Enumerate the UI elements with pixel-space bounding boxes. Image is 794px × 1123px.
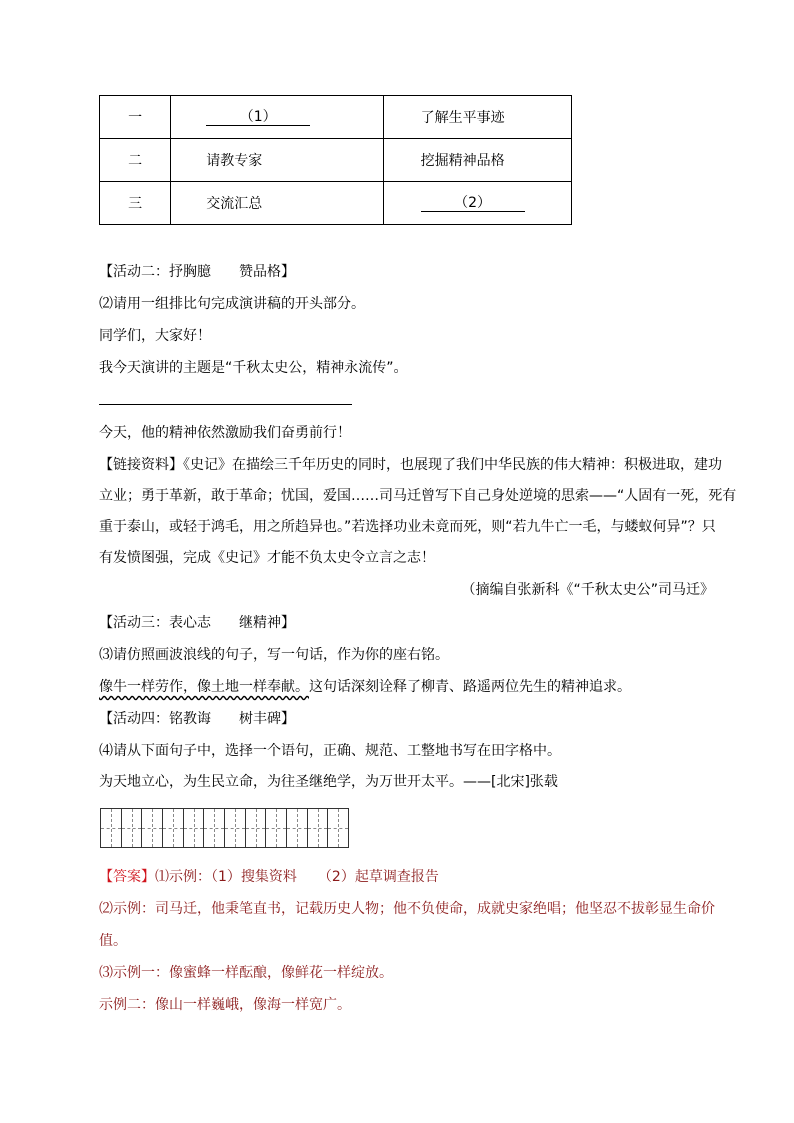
activity-cell: 请教专家: [171, 139, 383, 182]
quote-text: 为天地立心，为生民立命，为往圣继绝学，为万世开太平。——[北宋]张载: [99, 774, 558, 790]
answer-3-example-2: 示例二：像山一样巍峨，像海一样宽广。: [99, 997, 351, 1013]
activity2-heading: 【活动二：抒胸臆 赞品格】: [99, 264, 295, 280]
answer-2-line-1: ⑵示例：司马迁，他秉笔直书，记载历史人物；他不负使命，成就史家绝唱；他坚忍不拔彰显生命价: [99, 901, 715, 917]
table-row: [100, 182, 572, 225]
grid-cell: [287, 809, 308, 847]
link-source: （摘编自张新科《“千秋太史公”司马迁》: [461, 582, 714, 598]
table-row: [100, 96, 572, 139]
grid-cell: [308, 809, 329, 847]
table-row: [100, 139, 572, 182]
link-line-2: 立业；勇于革新，敢于革命；忧国，爱国……司马迁曾写下自己身处逆境的思索——“人固有一死，死有: [99, 488, 737, 504]
wavy-sentence-line: [99, 677, 631, 697]
question-4: ⑷请从下面句子中，选择一个语句，正确、规范、工整地书写在田字格中。: [99, 743, 561, 759]
activity-cell: 交流汇总: [171, 182, 383, 225]
step-cell: 二: [100, 139, 171, 182]
grid-cell: [225, 809, 246, 847]
goal-cell: 了解生平事迹: [383, 96, 571, 139]
step-cell: 三: [100, 182, 171, 225]
grid-cell: [246, 809, 267, 847]
answer-line-1: [99, 867, 439, 887]
question-3: ⑶请仿照画波浪线的句子，写一句话，作为你的座右铭。: [99, 647, 449, 663]
grid-cell: [163, 809, 184, 847]
link-line-3: 重于泰山，或轻于鸿毛，用之所趋异也。”若选择功业未竟而死，则“若九牛亡一毛，与蝼蚁何异”？只: [99, 519, 716, 535]
theme-text: 我今天演讲的主题是“千秋太史公，精神永流传”。: [99, 360, 408, 376]
grid-cell: [328, 809, 348, 847]
activity-cell: [171, 96, 383, 139]
answer-1: ⑴示例：（1）搜集资料 （2）起草调查报告: [155, 869, 439, 885]
wavy-sentence-rest: 这句话深刻诠释了柳青、路遥两位先生的精神追求。: [309, 679, 631, 695]
activity4-heading: 【活动四：铭教诲 树丰碑】: [99, 711, 295, 727]
closing-text: 今天，他的精神依然激励我们奋勇前行！: [99, 425, 351, 441]
link-line-4: 有发愤图强，完成《史记》才能不负太史令立言之志！: [99, 550, 435, 566]
answer-line: [99, 404, 352, 405]
link-line-1: 【链接资料】《史记》在描绘三千年历史的同时，也展现了我们中华民族的伟大精神：积极进取，建功: [99, 457, 722, 473]
grid-cell: [266, 809, 287, 847]
goal-cell: 挖掘精神品格: [383, 139, 571, 182]
grid-cell: [184, 809, 205, 847]
blank-2: （2）: [421, 195, 525, 212]
grid-cell: [101, 809, 122, 847]
activity3-heading: 【活动三：表心志 继精神】: [99, 615, 295, 631]
answer-2-line-2: 值。: [99, 933, 127, 949]
blank-1: （1）: [206, 109, 310, 126]
question-2: ⑵请用一组排比句完成演讲稿的开头部分。: [99, 296, 365, 312]
goal-cell: [383, 182, 571, 225]
grid-cell: [122, 809, 143, 847]
step-cell: 一: [100, 96, 171, 139]
greeting-text: 同学们，大家好！: [99, 328, 211, 344]
grid-cell: [204, 809, 225, 847]
answer-tag: 【答案】: [99, 869, 155, 885]
grid-cell: [142, 809, 163, 847]
wavy-sentence: 像牛一样劳作，像土地一样奉献。: [99, 679, 309, 695]
tianzige-grid: [100, 808, 349, 848]
activity-table: [99, 95, 572, 225]
answer-3-example-1: ⑶示例一：像蜜蜂一样酝酿，像鲜花一样绽放。: [99, 965, 393, 981]
